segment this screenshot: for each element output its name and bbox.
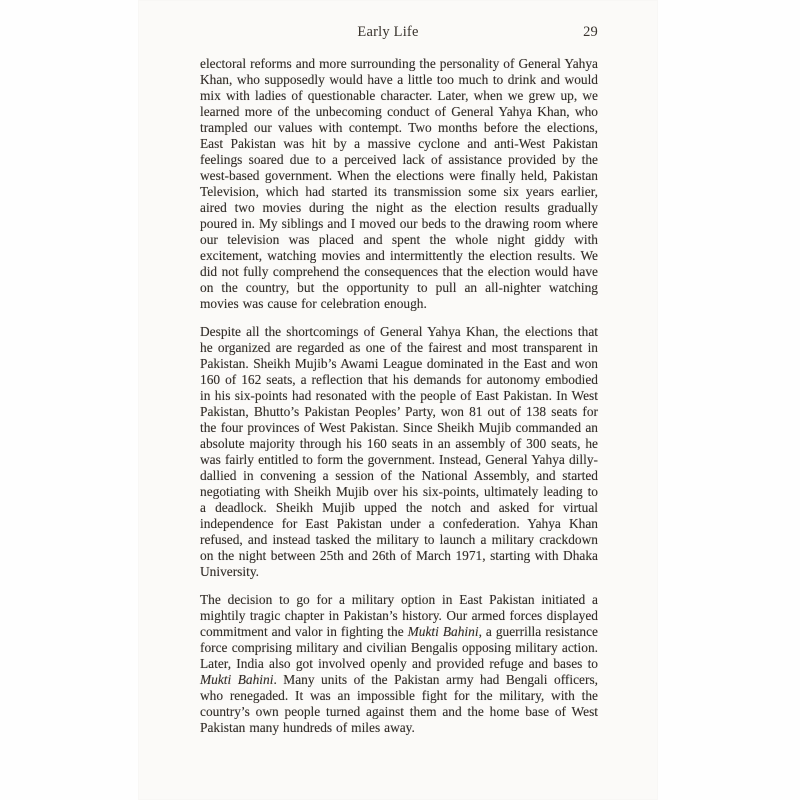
text-column xyxy=(200,24,598,748)
chapter-title: Early Life xyxy=(357,24,419,40)
paragraph-2: Despite all the shortcomings of General Yahya Khan, the elections that he organized are regarded as one of the fairest and most transparent in Pakistan. Sheikh Mujib’s Awami League dominated in the East and won 160 of 162 seats, a reflection that his demands for autonomy embodied in his six-points had resonated with the people of East Pakistan. In West Pakistan, Bhutto’s Pakistan Peoples’ Party, won 81 out of 138 seats for the four provinces of West Pakistan. Since Sheikh Mujib commanded an absolute majority through his 160 seats in an assembly of 300 seats, he was fairly entitled to form the government. Instead, General Yahya dilly-dallied in convening a session of the National Assembly, and started negotiating with Sheikh Mujib over his six-points, ultimately leading to a deadlock. Sheikh Mujib upped the notch and asked for virtual independence for East Pakistan under a confederation. Yahya Khan refused, and instead tasked the military to launch a military crackdown on the night between 25th and 26th of March 1971, starting with Dhaka University. xyxy=(200,324,598,579)
paragraph-3-segment: , a guerrilla resistance force comprising military and civilian Bengalis opposing military action. Later, India also got involved openly and provided refuge and bases to xyxy=(200,624,598,671)
paragraph-3 xyxy=(200,592,598,736)
paragraph-1: electoral reforms and more surrounding the personality of General Yahya Khan, who supposedly would have a little too much to drink and would mix with ladies of questionable character. Later, when we grew up, we learned more of the unbecoming conduct of General Yahya Khan, who trampled our values with contempt. Two months before the elections, East Pakistan was hit by a massive cyclone and anti-West Pakistan feelings soared due to a perceived lack of assistance provided by the west-based government. When the elections were finally held, Pakistan Television, which had started its transmission some six years earlier, aired two movies during the night as the election results gradually poured in. My siblings and I moved our beds to the drawing room where our television was placed and spent the whole night giddy with excitement, watching movies and intermittently the election results. We did not fully comprehend the consequences that the election would have on the country, but the opportunity to pull an all-nighter watching movies was cause for celebration enough. xyxy=(200,56,598,311)
italic-term-mukti-bahini: Mukti Bahini xyxy=(200,672,274,687)
italic-term-mukti-bahini: Mukti Bahini xyxy=(407,624,479,639)
running-header xyxy=(200,24,598,41)
body-text xyxy=(200,56,598,736)
paragraph-3-segment: . Many units of the Pakistan army had Bengali officers, who renegaded. It was an impossible fight for the military, with the country’s own people turned against them and the home base of West Pakistan many hundreds of miles away. xyxy=(200,672,599,735)
page-number: 29 xyxy=(583,24,598,40)
paragraph-3-segment: The decision to go for a military option in East Pakistan initiated a mightily tragic chapter in Pakistan’s history. Our armed forces displayed commitment and valor in fighting the xyxy=(200,592,598,639)
